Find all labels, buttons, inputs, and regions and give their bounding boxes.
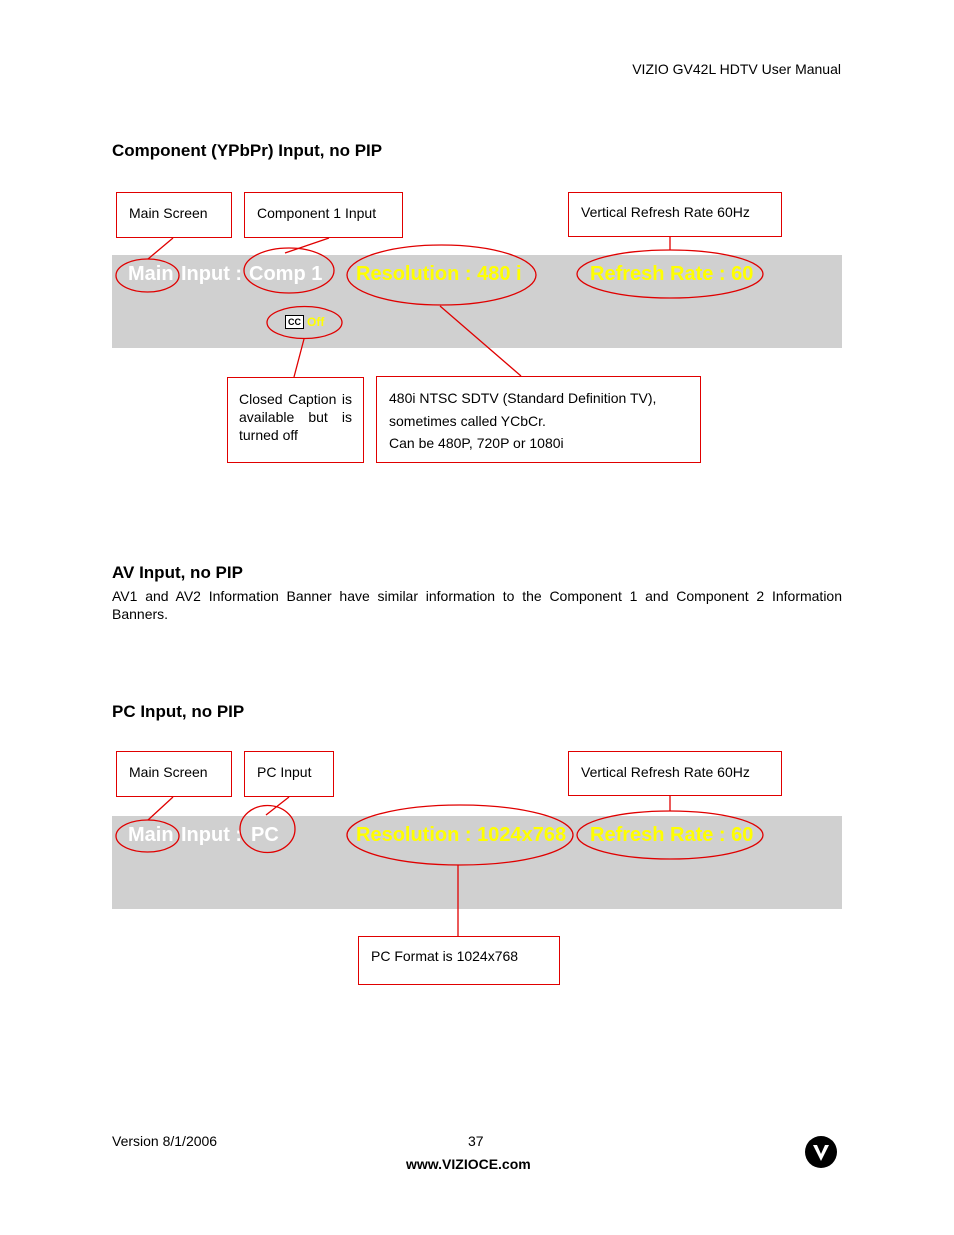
callout-resolution-line-2: sometimes called YCbCr. [389, 412, 546, 429]
pc-banner-source-label: PC [251, 824, 279, 846]
callout-resolution-line-1: 480i NTSC SDTV (Standard Definition TV), [389, 390, 657, 406]
closed-caption-state: Off [307, 315, 325, 329]
vizio-logo-mark [805, 1136, 837, 1168]
vizio-logo-icon [805, 1136, 837, 1168]
callout-main-screen-text: Main Screen [129, 205, 208, 221]
pc-banner-refresh-rate: Refresh Rate : 60 [590, 824, 754, 846]
pc-banner-resolution: Resolution : 1024x768 [356, 824, 567, 846]
callout-refresh-rate-text: Vertical Refresh Rate 60Hz [581, 204, 750, 220]
banner-refresh-rate: Refresh Rate : 60 [590, 263, 754, 285]
pc-source-highlight-ellipse [240, 806, 295, 853]
pc-resolution-highlight-ellipse [347, 805, 573, 865]
footer-website: www.VIZIOCE.com [406, 1156, 531, 1172]
manual-title: VIZIO GV42L HDTV User Manual [632, 61, 841, 77]
pc-banner-main-label: Main [128, 824, 174, 846]
av-description: AV1 and AV2 Information Banner have similar information to the Component 1 and Component 2 Information Banners. [112, 588, 842, 622]
pc-callout-input-text: PC Input [257, 764, 312, 780]
callout-closed-caption-text: Closed Caption is available but is turned off [239, 391, 352, 443]
callout-resolution-line-3: Can be 480P, 720P or 1080i [389, 435, 564, 451]
closed-caption-icon: CC [285, 315, 304, 329]
pc-callout-main-screen-text: Main Screen [129, 764, 208, 780]
banner-input-label: Input : [181, 263, 243, 285]
pc-refresh-highlight-ellipse [577, 811, 763, 859]
banner-main-label: Main [128, 263, 174, 285]
pc-heading: PC Input, no PIP [112, 702, 245, 721]
callout-component-input-text: Component 1 Input [257, 205, 377, 221]
pc-callout-refresh-rate-text: Vertical Refresh Rate 60Hz [581, 764, 750, 780]
pc-main-highlight-ellipse [116, 820, 179, 852]
component-heading: Component (YPbPr) Input, no PIP [112, 141, 383, 160]
banner-source-label: Comp 1 [249, 263, 323, 285]
footer-page-number: 37 [468, 1133, 484, 1149]
pc-banner-input-label: Input : [181, 824, 243, 846]
pc-callout-format-text: PC Format is 1024x768 [371, 948, 519, 964]
footer-version: Version 8/1/2006 [112, 1133, 218, 1149]
banner-resolution: Resolution : 480 i [356, 263, 522, 285]
av-heading: AV Input, no PIP [112, 563, 243, 582]
